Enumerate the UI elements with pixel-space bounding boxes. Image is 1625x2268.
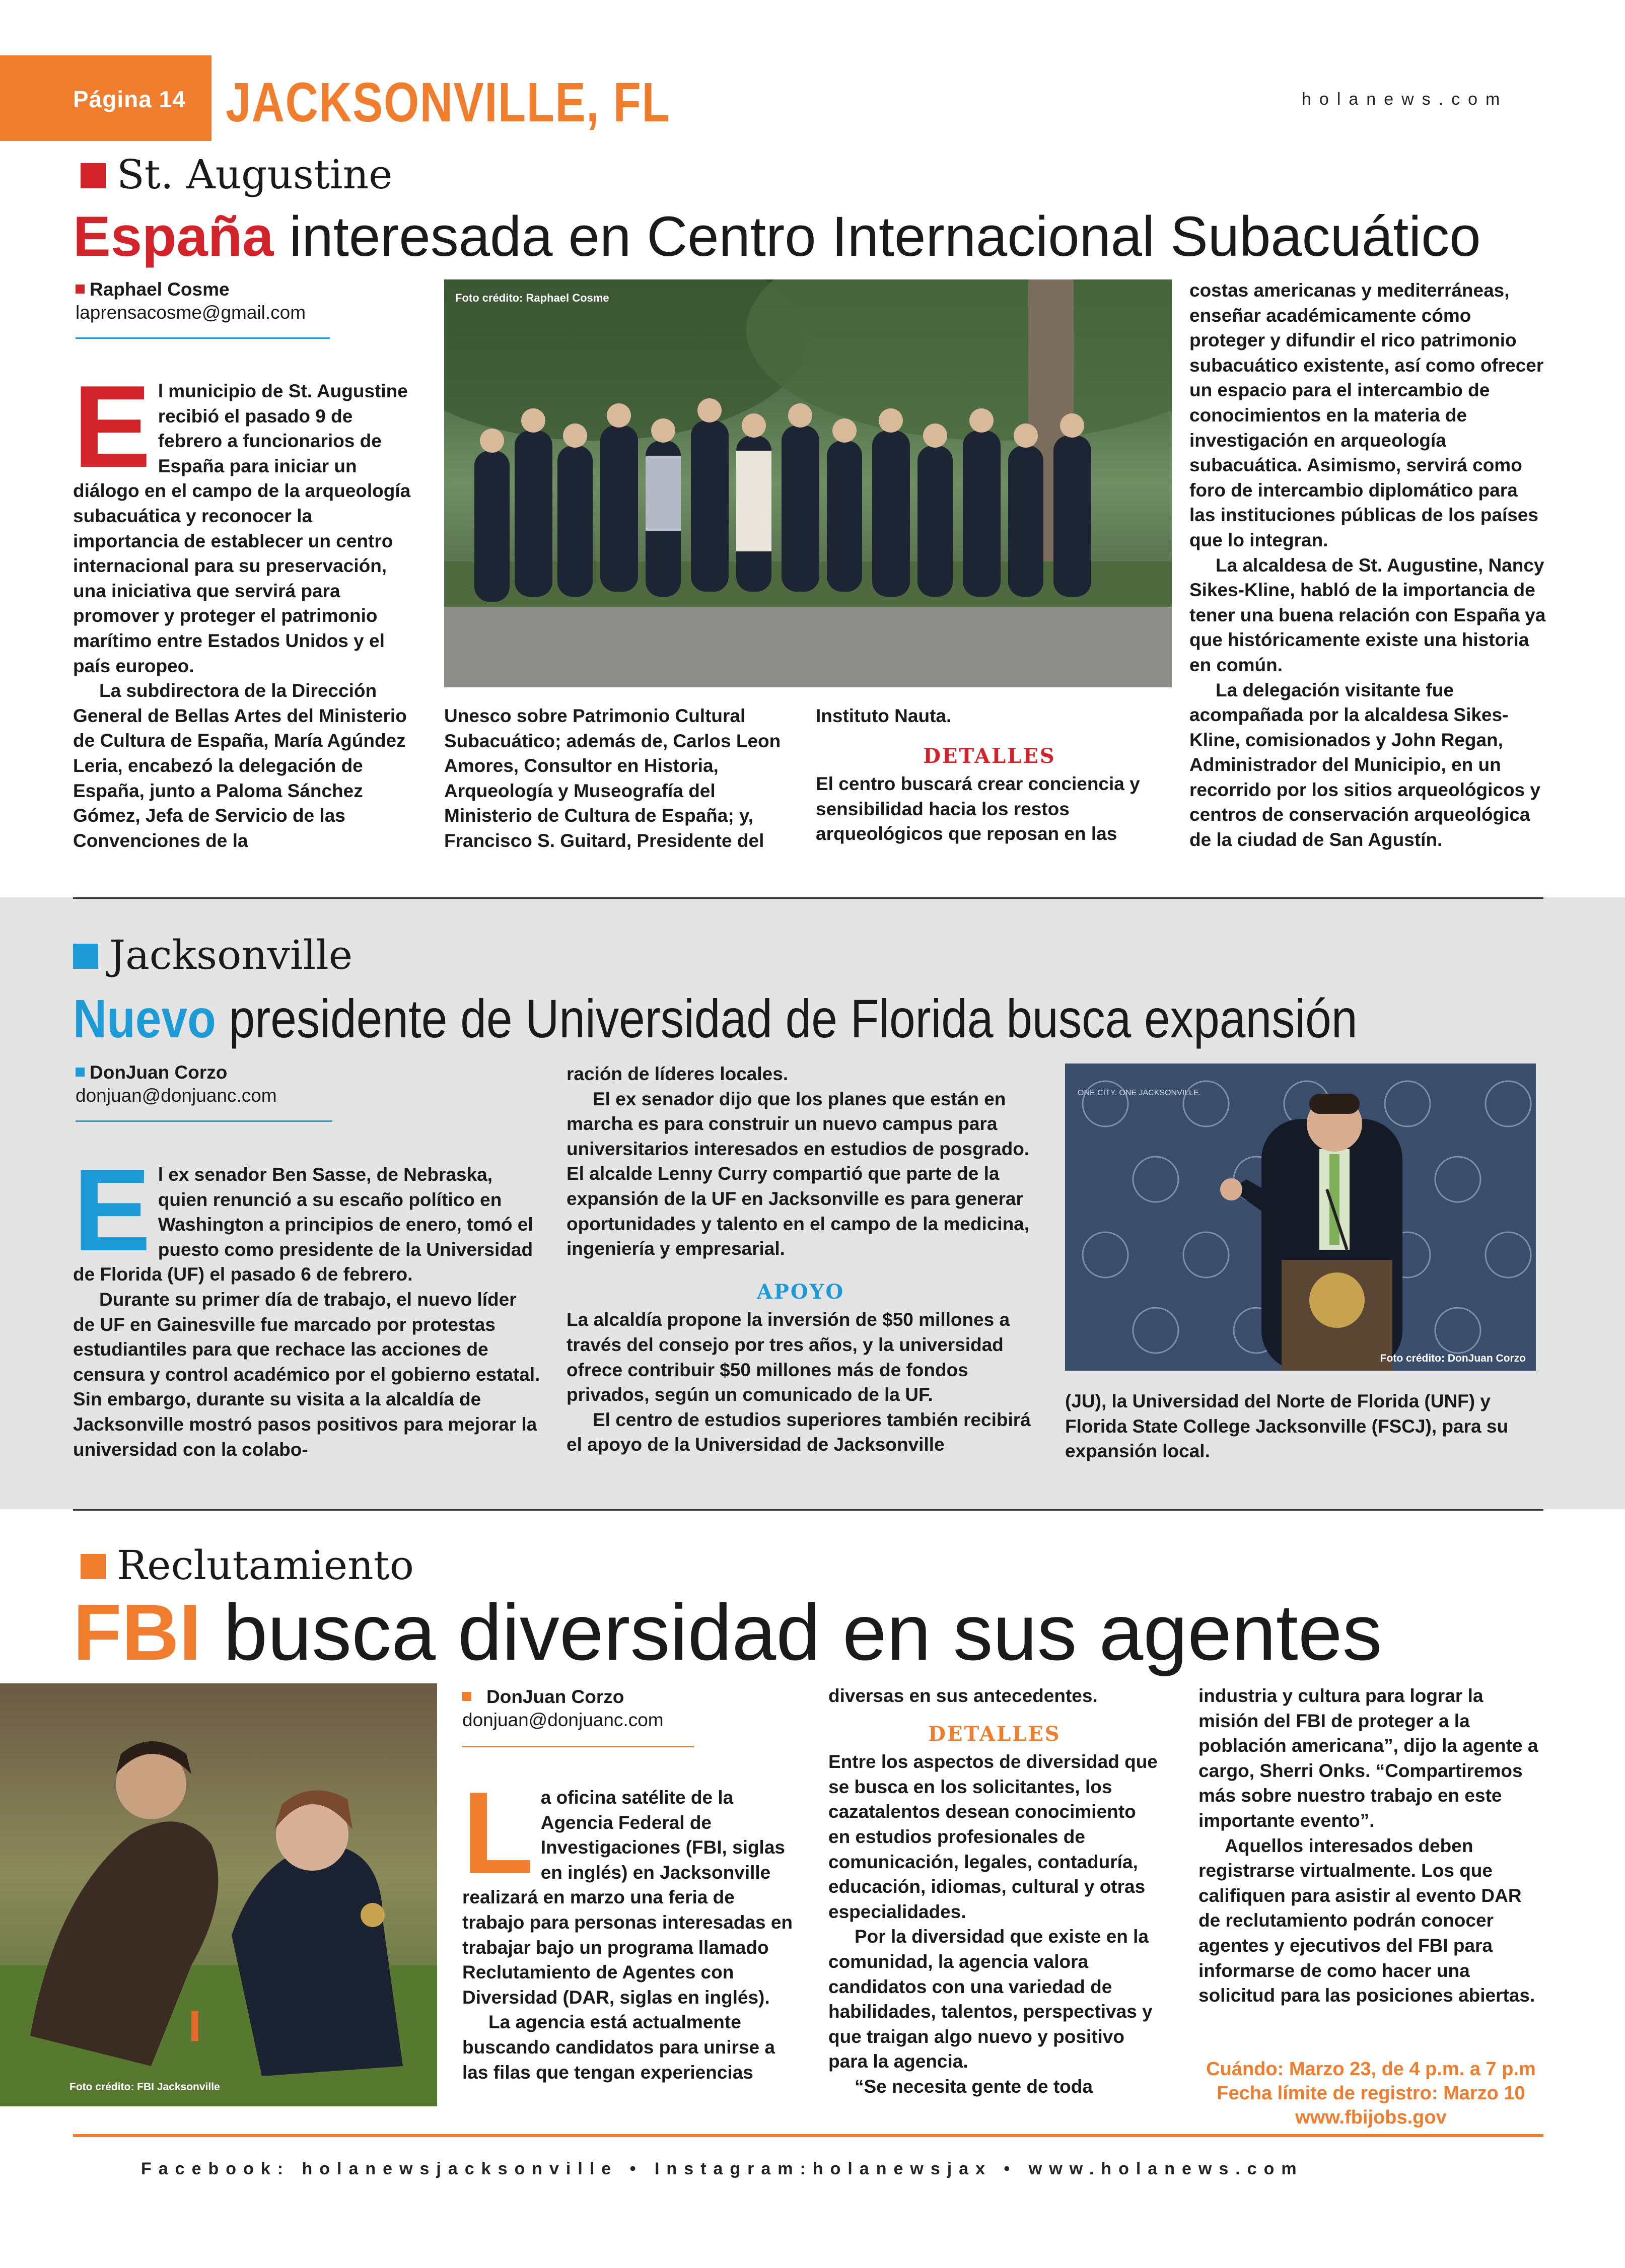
article1-column-3: Instituto Nauta. DETALLES El centro buscará crear conciencia y sensibilidad hacia los restos arqueológicos que reposan en las xyxy=(816,703,1163,846)
article2-byline: DonJuan Corzo donjuan@donjuanc.com xyxy=(76,1060,428,1122)
author-email[interactable]: laprensacosme@gmail.com xyxy=(76,302,306,323)
event-info xyxy=(1198,2057,1543,2130)
article3-column-2: diversas en sus antecedentes. DETALLES Entre los aspectos de diversidad que se busca en los solicitantes, los cazatalentos desean conocimiento en estudios profesionales de comunicación, legales, contaduría, educación, idiomas, cultural y otras especialidades. Por la diversidad que existe en la comunidad, la agencia valora candidatos con una variedad de habilidades, talentos, perspectivas y que traigan algo nuevo y positivo para la agencia. “Se necesita gente de toda xyxy=(828,1683,1161,2099)
page-number: Página 14 xyxy=(73,86,186,112)
article1-byline: Raphael Cosme laprensacosme@gmail.com xyxy=(76,277,428,339)
article3-column-3: industria y cultura para lograr la misión del FBI de proteger a la población americana”, dijo la agente a cargo, Sherri Onks. “Compartiremos más sobre nuestro trabajo en este importante evento”. Aquellos interesados deben registrarse virtualmente. Los que califiquen para asistir al evento DAR de reclutamiento podrán conocer agentes y ejecutivos del FBI para informarse de como hacer una solicitud para las posiciones abiertas. xyxy=(1198,1685,1538,2006)
registration-deadline: Fecha límite de registro: Marzo 10 xyxy=(1217,2083,1525,2104)
drop-cap: L xyxy=(462,1768,534,1898)
president-photo xyxy=(1065,1064,1536,1371)
footer-rule xyxy=(73,2134,1543,2137)
orange-square-icon xyxy=(462,1692,471,1701)
article1-section-label: St. Augustine xyxy=(81,151,393,198)
red-square-icon xyxy=(76,285,85,294)
article1-subhead: DETALLES xyxy=(923,744,1056,768)
article1-column-2: Unesco sobre Patrimonio Cultural Subacuático; además de, Carlos Leon Amores, Consultor en Historia, Arqueología y Museografía del Ministerio de Cultura de España; y, Francisco S. Guitard, Presidente del xyxy=(444,705,781,851)
blue-square-icon xyxy=(76,1068,85,1077)
photo-credit: Foto crédito: FBI Jacksonville xyxy=(69,2081,220,2093)
article2-column-1: E l ex senador Ben Sasse, de Nebraska, quien renunció a su escaño político en Washington a principios de enero, tomó el puesto como presidente de la Universidad de Florida (UF) el pasado 6 de febrero. Durante su primer día de trabajo, el nuevo líder de UF en Gainesville fue marcado por protestas estudiantiles para que rechace las acciones de censura y control académico por el gobierno estatal. Sin embargo, durante su visita a la alcaldía de Jacksonville mostró pasos positivos para mejorar la universidad con la colabo- xyxy=(73,1145,540,1460)
drop-cap: E xyxy=(73,379,151,492)
section-divider xyxy=(73,897,1543,899)
article3-section-label: Reclutamiento xyxy=(81,1542,414,1589)
article2-section-label: Jacksonville xyxy=(73,932,352,978)
event-date: Cuándo: Marzo 23, de 4 p.m. a 7 p.m xyxy=(1206,2059,1536,2080)
backdrop-text: ONE CITY. ONE JACKSONVILLE. xyxy=(1078,1089,1202,1097)
blue-square-icon xyxy=(73,944,98,969)
article2-column-2: ración de líderes locales. El ex senador dijo que los planes que están en marcha es para construir un nuevo campus para universitarios interesados en estudios de posgrado. El alcalde Lenny Curry compartió que parte de la expansión de la UF en Jacksonville es para generar oportunidades y talento en el campo de la medicina, ingeniería y empresarial. APOYO La alcaldía propone la inversión de $50 millones a través del consejo por tres años, y la universidad ofrece contribuir $50 millones más de fondos privados, según un comunicado de la UF. El centro de estudios superiores también recibirá el apoyo de la Universidad de Jacksonville xyxy=(567,1061,1035,1457)
article2-subhead: APOYO xyxy=(756,1280,845,1304)
drop-cap: E xyxy=(73,1145,151,1275)
section-divider xyxy=(73,1509,1543,1511)
author-email[interactable]: donjuan@donjuanc.com xyxy=(462,1710,664,1730)
delegation-photo xyxy=(444,279,1172,687)
site-url-header[interactable]: holanews.com xyxy=(1302,90,1508,109)
article2-headline: Nuevo presidente de Universidad de Florida busca expansión xyxy=(73,988,1358,1049)
article3-column-1: L a oficina satélite de la Agencia Federal de Investigaciones (FBI, siglas en inglés) en Jacksonville realizará en marzo una feria de trabajo para personas interesadas en trabajar bajo un programa llamado Reclutamiento de Agentes con Diversidad (DAR, siglas en inglés). La agencia está actualmente buscando candidatos para unirse a las filas que tengan experiencias xyxy=(462,1768,793,2083)
article3-byline: DonJuan Corzo donjuan@donjuanc.com xyxy=(462,1684,815,1747)
article2-column-3: (JU), la Universidad del Norte de Florida (UNF) y Florida State College Jacksonville (FSCJ), para su expansión local. xyxy=(1065,1391,1509,1462)
article1-headline: España interesada en Centro Internacional Subacuático xyxy=(73,205,1481,268)
fbi-agents-photo xyxy=(0,1683,437,2106)
footer-social-links[interactable]: Facebook: holanewsjacksonville • Instagram:holanewsjax • www.holanews.com xyxy=(141,2159,1304,2178)
article3-headline: FBI busca diversidad en sus agentes xyxy=(73,1588,1382,1677)
byline-rule xyxy=(462,1746,694,1747)
fbi-jobs-link[interactable]: www.fbijobs.gov xyxy=(1295,2107,1447,2128)
article1-column-4: costas americanas y mediterráneas, enseñar académicamente cómo proteger y difundir el rico patrimonio subacuático existente, así como ofrecer un espacio para el intercambio de conocimientos en la materia de investigación en arqueología subacuática. Asimismo, servirá como foro de intercambio diplomático para las instituciones públicas de los países que lo integran. La alcaldesa de St. Augustine, Nancy Sikes-Kline, habló de la importancia de tener una buena relación con España ya que históricamente existe una historia en común. La delegación visitante fue acompañada por la alcaldesa Sikes-Kline, comisionados y John Regan, Administrador del Municipio, en un recorrido por los sitios arqueológicos y centros de conservación arqueológica de la ciudad de San Agustín. xyxy=(1189,280,1546,851)
byline-rule xyxy=(76,1120,332,1122)
orange-square-icon xyxy=(81,1554,106,1579)
article1-column-1: E l municipio de St. Augustine recibió el pasado 9 de febrero a funcionarios de España para iniciar un diálogo en el campo de la arqueología subacuática y reconocer la importancia de establecer un centro internacional para su preservación, una iniciativa que servirá para promover y proteger el patrimonio marítimo entre Estados Unidos y el país europeo. La subdirectora de la Dirección General de Bellas Artes del Ministerio de Cultura de España, María Agúndez Leria, encabezó la delegación de España, junto a Paloma Sánchez Gómez, Jefa de Servicio de las Convenciones de la xyxy=(73,379,411,851)
photo-credit: Foto crédito: DonJuan Corzo xyxy=(1380,1353,1526,1364)
byline-rule xyxy=(76,337,330,339)
author-email[interactable]: donjuan@donjuanc.com xyxy=(76,1085,277,1106)
red-square-icon xyxy=(81,163,106,188)
photo-credit: Foto crédito: Raphael Cosme xyxy=(455,292,609,304)
section-city-title: JACKSONVILLE, FL xyxy=(226,72,671,133)
article3-subhead: DETALLES xyxy=(928,1722,1061,1746)
